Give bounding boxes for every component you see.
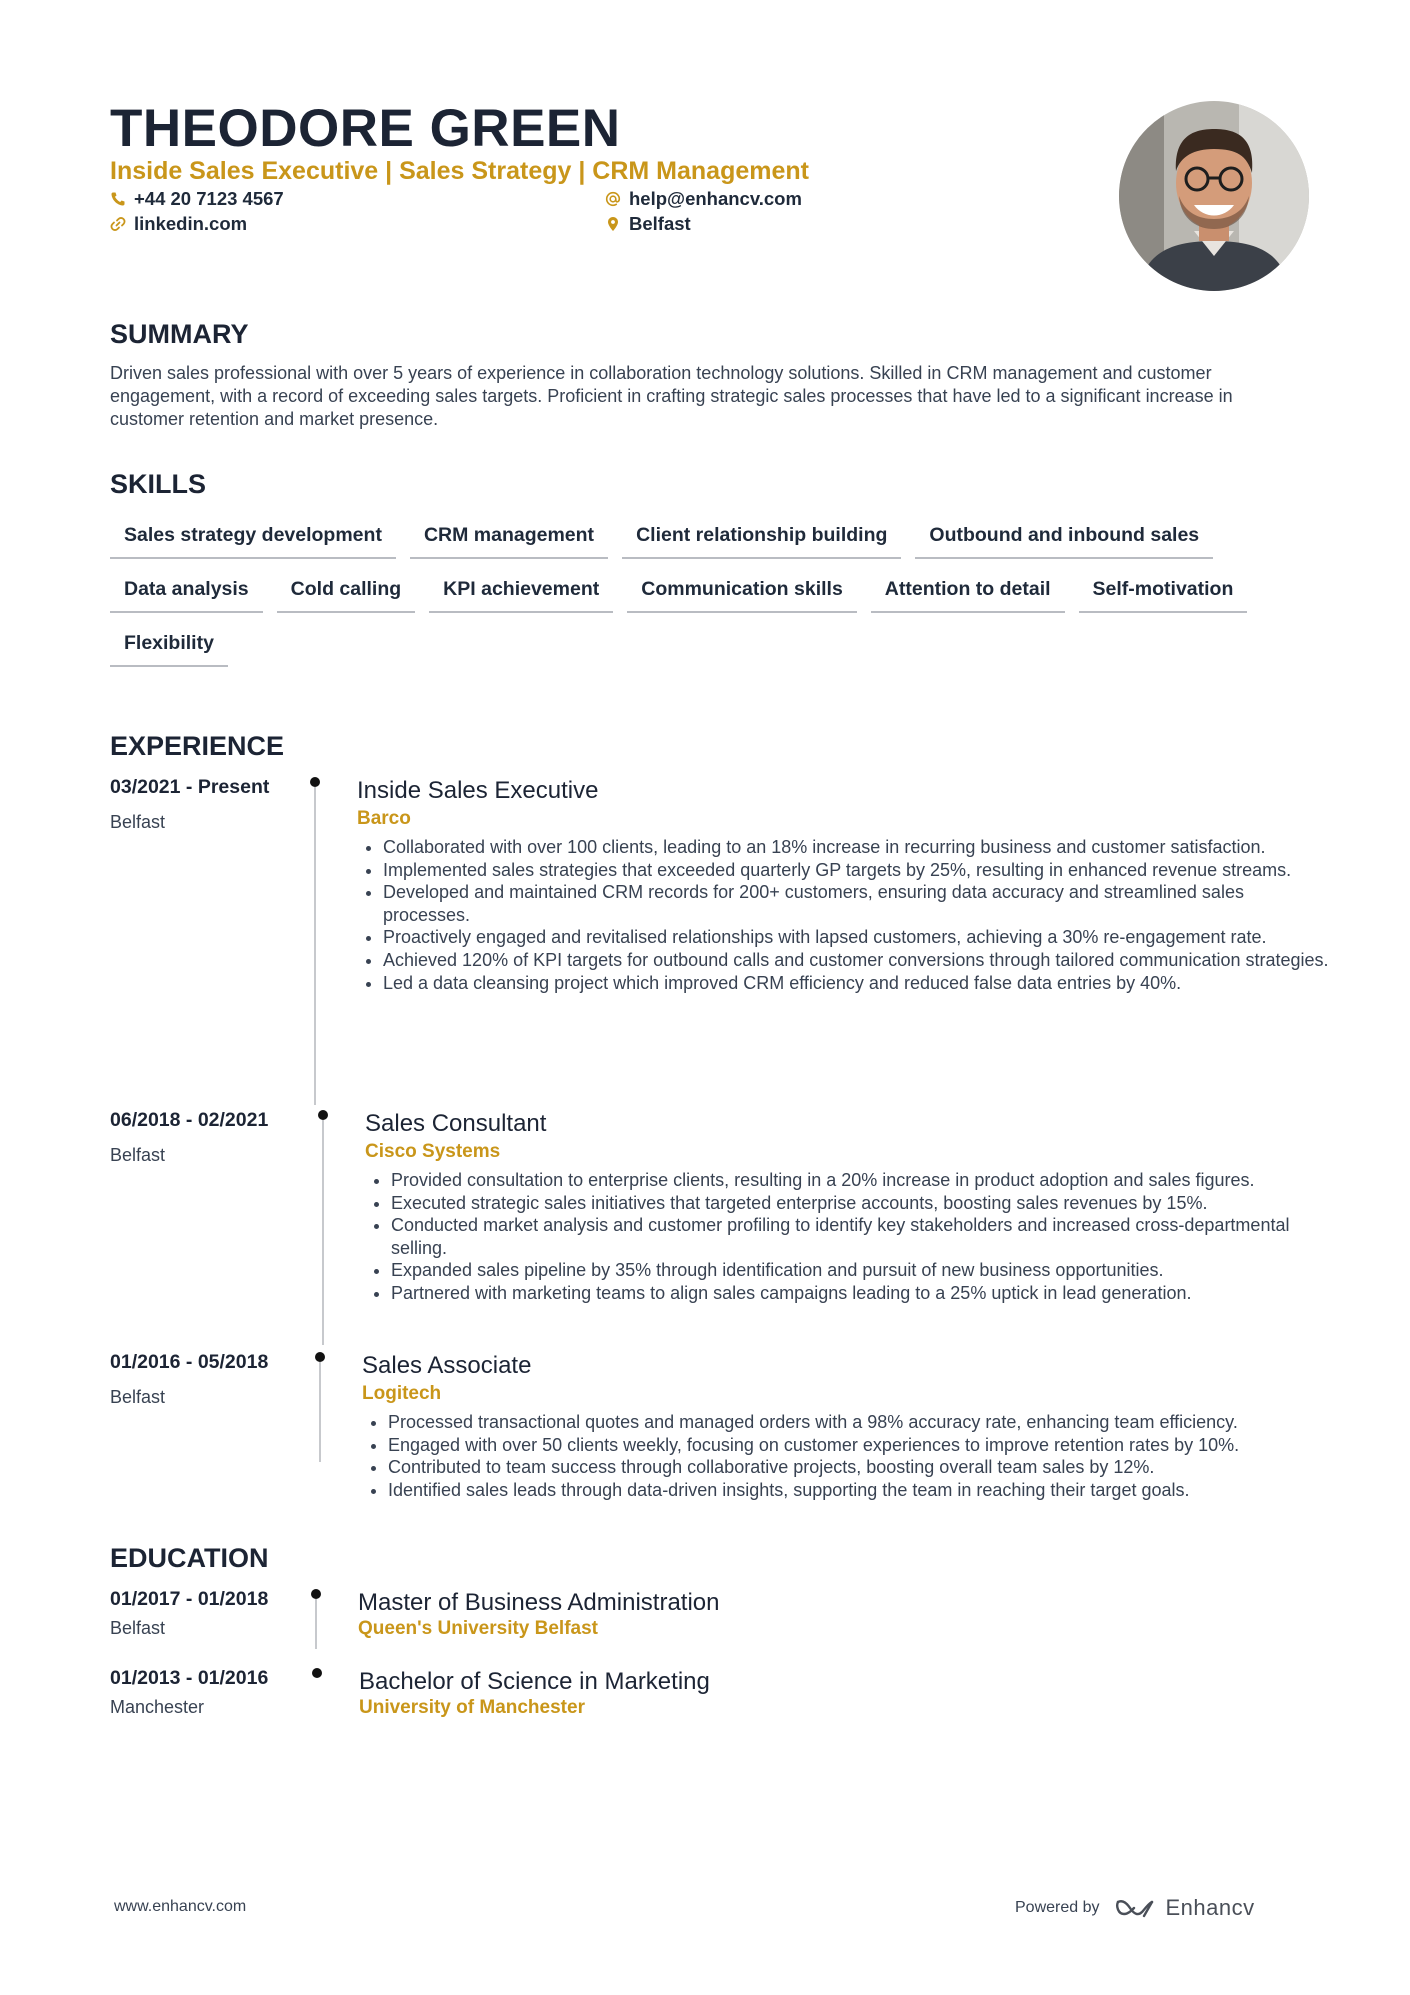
job-title: Inside Sales Executive xyxy=(357,777,599,804)
footer-branding xyxy=(1015,1895,1255,1921)
degree-title: Master of Business Administration xyxy=(358,1589,720,1616)
job-bullet: • Identified sales leads through data-driven insights, supporting the team in reaching their target goals. xyxy=(388,1479,1332,1502)
education-dates: 01/2017 - 01/2018 xyxy=(110,1588,269,1610)
skill-tag: Flexibility xyxy=(110,625,228,667)
brand-logo[interactable] xyxy=(1114,1895,1255,1921)
at-icon xyxy=(605,191,621,207)
job-bullet: • Executed strategic sales initiatives that targeted enterprise accounts, boosting sales revenues by 15%. xyxy=(391,1192,1332,1215)
education-entry xyxy=(110,1588,1320,1648)
timeline-dot xyxy=(312,1668,322,1678)
summary-heading: SUMMARY xyxy=(110,319,249,349)
job-bullet: • Collaborated with over 100 clients, leading to an 18% increase in recurring business and customer satisfaction. xyxy=(383,836,1332,859)
skill-tag: Attention to detail xyxy=(871,571,1065,613)
job-bullet: • Achieved 120% of KPI targets for outbound calls and customer conversions through tailored communication strategies. xyxy=(383,949,1332,972)
skill-tag: KPI achievement xyxy=(429,571,613,613)
job-bullet: • Partnered with marketing teams to align sales campaigns leading to a 25% uptick in lead generation. xyxy=(391,1282,1332,1305)
email-address: help@enhancv.com xyxy=(629,188,802,209)
education-dates: 01/2013 - 01/2016 xyxy=(110,1667,269,1689)
phone-contact[interactable] xyxy=(110,188,284,210)
linkedin-link: linkedin.com xyxy=(134,213,248,234)
timeline-line xyxy=(319,1362,321,1462)
skill-tag: CRM management xyxy=(410,517,608,559)
timeline-line xyxy=(322,1120,324,1345)
skill-tag: Data analysis xyxy=(110,571,263,613)
skills-heading: SKILLS xyxy=(110,469,207,499)
job-location: Belfast xyxy=(110,1145,166,1165)
job-bullet: • Engaged with over 50 clients weekly, focusing on customer experiences to improve retention rates by 10%. xyxy=(388,1434,1332,1457)
experience-entry xyxy=(110,776,1329,1096)
timeline-line xyxy=(314,787,316,1105)
job-bullet: • Developed and maintained CRM records for 200+ customers, ensuring data accuracy and streamlined sales processes. xyxy=(383,881,1332,926)
job-bullet: • Provided consultation to enterprise clients, resulting in a 20% increase in product adoption and sales figures. xyxy=(391,1169,1332,1192)
location-contact xyxy=(605,213,691,235)
timeline-dot xyxy=(318,1110,328,1120)
experience-entry xyxy=(110,1109,1320,1339)
school-name: Queen's University Belfast xyxy=(358,1618,598,1639)
footer-website[interactable]: www.enhancv.com xyxy=(114,1898,247,1915)
skills-list xyxy=(110,517,1320,667)
education-entry xyxy=(110,1667,1320,1727)
brand-name: Enhancv xyxy=(1165,1895,1255,1920)
company-name: Cisco Systems xyxy=(365,1141,501,1162)
job-bullets xyxy=(362,1411,1332,1501)
job-bullet: • Proactively engaged and revitalised relationships with lapsed customers, achieving a 30% re-engagement rate. xyxy=(383,926,1332,949)
job-bullets xyxy=(357,836,1332,994)
skill-tag: Client relationship building xyxy=(622,517,901,559)
job-dates: 06/2018 - 02/2021 xyxy=(110,1109,269,1131)
linkedin-contact[interactable] xyxy=(110,213,247,235)
summary-text: Driven sales professional with over 5 years of experience in collaboration technology solutions. Skilled in CRM management and customer engagement, with a record of exceeding sales targets. Proficient in crafting strategic sales processes that have led to a significant increase in customer retention and market presence. xyxy=(110,363,1233,429)
job-bullet: • Implemented sales strategies that exceeded quarterly GP targets by 25%, resulting in enhanced revenue streams. xyxy=(383,859,1332,882)
job-bullets xyxy=(365,1169,1332,1305)
skill-tag: Sales strategy development xyxy=(110,517,396,559)
phone-number: +44 20 7123 4567 xyxy=(134,188,284,209)
job-bullet: • Contributed to team success through collaborative projects, boosting overall team sales by 12%. xyxy=(388,1456,1332,1479)
link-icon xyxy=(110,216,126,232)
timeline-dot xyxy=(315,1352,325,1362)
skill-tag: Communication skills xyxy=(627,571,857,613)
enhancv-logo-icon xyxy=(1114,1896,1158,1920)
job-bullet: • Processed transactional quotes and managed orders with a 98% accuracy rate, enhancing team efficiency. xyxy=(388,1411,1332,1434)
education-location: Manchester xyxy=(110,1697,205,1717)
job-bullet: • Conducted market analysis and customer profiling to identify key stakeholders and increased cross-departmental selling. xyxy=(391,1214,1332,1259)
timeline-dot xyxy=(310,777,320,787)
degree-title: Bachelor of Science in Marketing xyxy=(359,1668,710,1695)
skill-tag: Cold calling xyxy=(277,571,416,613)
timeline-line xyxy=(315,1599,317,1649)
profile-photo xyxy=(1119,101,1309,291)
job-title: Sales Associate xyxy=(362,1352,532,1379)
education-heading: EDUCATION xyxy=(110,1543,269,1573)
experience-heading: EXPERIENCE xyxy=(110,731,285,761)
job-title: Sales Consultant xyxy=(365,1110,547,1137)
location-pin-icon xyxy=(605,216,621,232)
job-dates: 01/2016 - 05/2018 xyxy=(110,1351,269,1373)
powered-by-label: Powered by xyxy=(1015,1899,1100,1916)
job-bullet: • Led a data cleansing project which improved CRM efficiency and reduced false data entries by 40%. xyxy=(383,972,1332,995)
job-bullet: • Expanded sales pipeline by 35% through identification and pursuit of new business opportunities. xyxy=(391,1259,1332,1282)
job-location: Belfast xyxy=(110,812,166,832)
phone-icon xyxy=(110,191,126,207)
company-name: Logitech xyxy=(362,1383,442,1404)
candidate-headline: Inside Sales Executive | Sales Strategy | CRM Management xyxy=(110,157,809,185)
skill-tag: Self-motivation xyxy=(1079,571,1248,613)
education-location: Belfast xyxy=(110,1618,166,1638)
location-text: Belfast xyxy=(629,213,691,234)
school-name: University of Manchester xyxy=(359,1697,585,1718)
candidate-name: THEODORE GREEN xyxy=(110,99,621,158)
job-dates: 03/2021 - Present xyxy=(110,776,270,798)
timeline-dot xyxy=(311,1589,321,1599)
job-location: Belfast xyxy=(110,1387,166,1407)
email-contact[interactable] xyxy=(605,188,802,210)
experience-entry xyxy=(110,1351,1320,1511)
company-name: Barco xyxy=(357,808,411,829)
skill-tag: Outbound and inbound sales xyxy=(915,517,1213,559)
